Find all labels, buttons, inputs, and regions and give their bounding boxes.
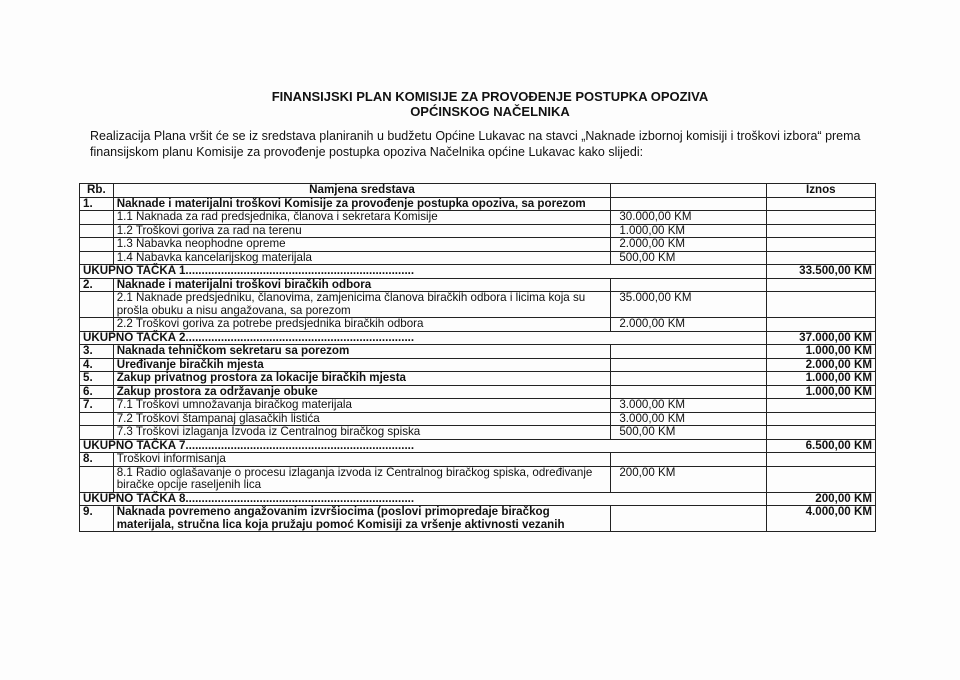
row-sub-amount xyxy=(611,278,766,292)
table-row xyxy=(80,238,876,252)
row-description: 7.2 Troškovi štampanaj glasačkih listića xyxy=(113,412,611,426)
row-description: 2.2 Troškovi goriva za potrebe predsjednika biračkih odbora xyxy=(113,318,611,332)
row-sub-amount xyxy=(611,385,766,399)
row-amount: 4.000,00 KM xyxy=(766,506,875,532)
row-description: 7.3 Troškovi izlaganja Izvoda iz Centralnog biračkog spiska xyxy=(113,426,611,440)
row-amount: 1.000,00 KM xyxy=(766,345,875,359)
row-number: 4. xyxy=(80,358,114,372)
row-amount: 2.000,00 KM xyxy=(766,358,875,372)
header-mid xyxy=(611,184,766,198)
row-description: 7.1 Troškovi umnožavanja biračkog materijala xyxy=(113,399,611,413)
table-row xyxy=(80,211,876,225)
table-row xyxy=(80,197,876,211)
row-amount xyxy=(766,224,875,238)
table-row xyxy=(80,372,876,386)
row-description: 1.4 Nabavka kancelarijskog materijala xyxy=(113,251,611,265)
total-row xyxy=(80,265,876,279)
row-amount xyxy=(766,466,875,492)
row-description: 2.1 Naknade predsjedniku, članovima, zamjenicima članova biračkih odbora i licima koja su prošla obuku a nisu angažovana, sa porezom xyxy=(113,292,611,318)
table-row xyxy=(80,278,876,292)
row-description: Zakup prostora za održavanje obuke xyxy=(113,385,611,399)
title-line-2: OPĆINSKOG NAČELNIKA xyxy=(410,104,570,119)
table-row xyxy=(80,358,876,372)
row-number xyxy=(80,292,114,318)
row-number: 3. xyxy=(80,345,114,359)
total-amount: 37.000,00 KM xyxy=(766,331,875,345)
table-row xyxy=(80,453,876,467)
row-sub-amount: 200,00 KM xyxy=(611,466,766,492)
row-description: 8.1 Radio oglašavanje o procesu izlaganja izvoda iz Centralnog biračkog spiska, određivanje biračke opcije raseljenih lica xyxy=(113,466,611,492)
row-number xyxy=(80,466,114,492)
row-number: 9. xyxy=(80,506,114,532)
row-amount xyxy=(766,426,875,440)
row-number: 7. xyxy=(80,399,114,413)
row-sub-amount: 2.000,00 KM xyxy=(611,238,766,252)
row-number: 8. xyxy=(80,453,114,467)
row-number xyxy=(80,426,114,440)
total-row xyxy=(80,331,876,345)
row-sub-amount xyxy=(611,358,766,372)
table-row xyxy=(80,318,876,332)
row-amount xyxy=(766,251,875,265)
row-number: 1. xyxy=(80,197,114,211)
total-row xyxy=(80,492,876,506)
row-number xyxy=(80,251,114,265)
total-row xyxy=(80,439,876,453)
header-rb: Rb. xyxy=(80,184,114,198)
row-sub-amount xyxy=(611,453,766,467)
table-row xyxy=(80,224,876,238)
total-amount: 33.500,00 KM xyxy=(766,265,875,279)
row-amount xyxy=(766,292,875,318)
row-description: Naknade i materijalni troškovi biračkih odbora xyxy=(113,278,611,292)
total-amount: 6.500,00 KM xyxy=(766,439,875,453)
row-sub-amount: 35.000,00 KM xyxy=(611,292,766,318)
row-description: 1.3 Nabavka neophodne opreme xyxy=(113,238,611,252)
total-label: UKUPNO TAČKA 7....................................................................... xyxy=(80,439,767,453)
document-title xyxy=(140,89,840,119)
row-sub-amount xyxy=(611,345,766,359)
row-amount: 1.000,00 KM xyxy=(766,372,875,386)
row-amount: 1.000,00 KM xyxy=(766,385,875,399)
title-line-1: FINANSIJSKI PLAN KOMISIJE ZA PROVOĐENJE POSTUPKA OPOZIVA xyxy=(271,89,709,104)
table-row xyxy=(80,506,876,532)
table-row xyxy=(80,399,876,413)
row-sub-amount xyxy=(611,197,766,211)
row-amount xyxy=(766,238,875,252)
row-amount xyxy=(766,399,875,413)
row-amount xyxy=(766,453,875,467)
row-sub-amount xyxy=(611,506,766,532)
row-sub-amount: 500,00 KM xyxy=(611,426,766,440)
intro-paragraph: Realizacija Plana vršit će se iz sredstava planiranih u budžetu Općine Lukavac na stavci „Naknade izbornoj komisiji i troškovi izbora“ prema finansijskom planu Komisije za provođenje postupka opoziva Načelnika općine Lukavac kako slijedi: xyxy=(90,129,861,159)
table-header-row xyxy=(80,184,876,198)
row-description: Naknada tehničkom sekretaru sa porezom xyxy=(113,345,611,359)
row-sub-amount: 3.000,00 KM xyxy=(611,412,766,426)
row-sub-amount: 2.000,00 KM xyxy=(611,318,766,332)
row-amount xyxy=(766,318,875,332)
row-description: Troškovi informisanja xyxy=(113,453,611,467)
total-label: UKUPNO TAČKA 2....................................................................... xyxy=(80,331,767,345)
table-row xyxy=(80,292,876,318)
row-sub-amount: 500,00 KM xyxy=(611,251,766,265)
row-number xyxy=(80,318,114,332)
row-description: Naknade i materijalni troškovi Komisije za provođenje postupka opoziva, sa porezom xyxy=(113,197,611,211)
table-row xyxy=(80,345,876,359)
row-sub-amount xyxy=(611,372,766,386)
table-row xyxy=(80,426,876,440)
row-sub-amount: 30.000,00 KM xyxy=(611,211,766,225)
financial-plan-table xyxy=(79,183,876,532)
total-label: UKUPNO TAČKA 8....................................................................... xyxy=(80,492,767,506)
row-description: 1.1 Naknada za rad predsjednika, članova i sekretara Komisije xyxy=(113,211,611,225)
row-number: 5. xyxy=(80,372,114,386)
row-description: Uređivanje biračkih mjesta xyxy=(113,358,611,372)
total-label: UKUPNO TAČKA 1....................................................................... xyxy=(80,265,767,279)
row-description: 1.2 Troškovi goriva za rad na terenu xyxy=(113,224,611,238)
row-sub-amount: 1.000,00 KM xyxy=(611,224,766,238)
row-description: Zakup privatnog prostora za lokacije biračkih mjesta xyxy=(113,372,611,386)
header-namjena: Namjena sredstava xyxy=(113,184,611,198)
row-sub-amount: 3.000,00 KM xyxy=(611,399,766,413)
row-number xyxy=(80,412,114,426)
row-number: 6. xyxy=(80,385,114,399)
row-description: Naknada povremeno angažovanim izvršiocima (poslovi primopredaje biračkog materijala, stručna lica koja pružaju pomoć Komisiji za vršenje aktivnosti vezanih xyxy=(113,506,611,532)
table-row xyxy=(80,412,876,426)
table-row xyxy=(80,385,876,399)
row-number: 2. xyxy=(80,278,114,292)
total-amount: 200,00 KM xyxy=(766,492,875,506)
row-amount xyxy=(766,278,875,292)
row-number xyxy=(80,211,114,225)
row-amount xyxy=(766,197,875,211)
header-iznos: Iznos xyxy=(766,184,875,198)
row-number xyxy=(80,238,114,252)
row-number xyxy=(80,224,114,238)
row-amount xyxy=(766,412,875,426)
table-row xyxy=(80,466,876,492)
table-row xyxy=(80,251,876,265)
row-amount xyxy=(766,211,875,225)
